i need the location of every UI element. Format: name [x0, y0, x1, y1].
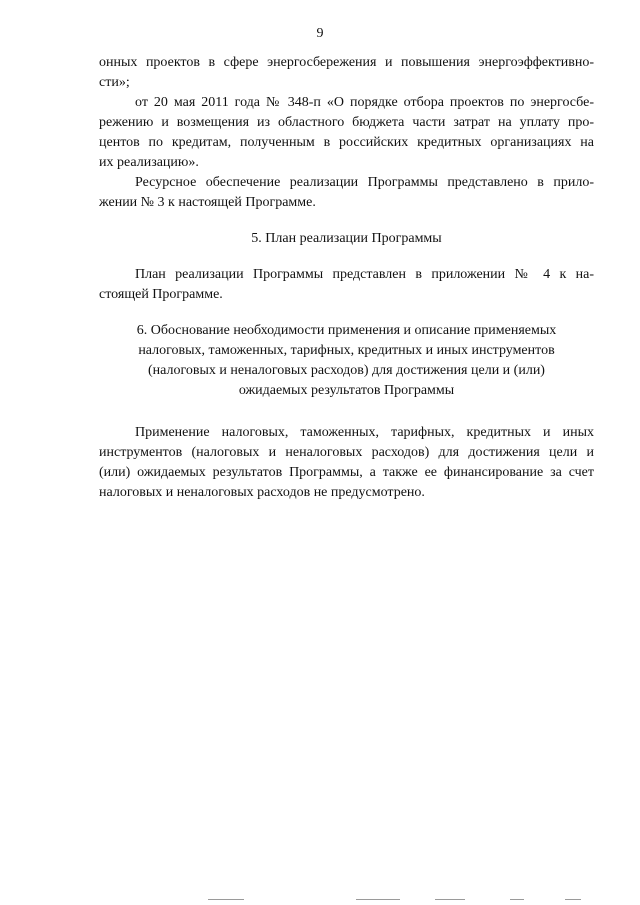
text-line: Применение налоговых, таможенных, тарифных, кредитных и иных [135, 425, 594, 440]
text-line: стоящей Программе. [99, 287, 223, 302]
paragraph-resources [99, 173, 594, 213]
scan-artifact-line [435, 899, 465, 900]
text-line: онных проектов в сфере энергосбережения и повышения энергоэффективно- [99, 55, 594, 70]
scan-artifact-line [565, 899, 581, 900]
text-line: Ресурсное обеспечение реализации Программы представлено в прило- [135, 175, 594, 190]
section-heading-5: 5. План реализации Программы [251, 231, 442, 246]
heading-line: (налоговых и неналоговых расходов) для достижения цели и (или) [148, 363, 545, 378]
text-line: жении № 3 к настоящей Программе. [99, 195, 316, 210]
text-line: налоговых и неналоговых расходов не предусмотрено. [99, 485, 425, 500]
heading-line: 6. Обоснование необходимости применения и описание применяемых [136, 323, 557, 338]
paragraph-decree [99, 93, 594, 173]
heading-line: налоговых, таможенных, тарифных, кредитных и иных инструментов [138, 343, 555, 358]
scan-artifact-line [208, 899, 244, 900]
heading-line: ожидаемых результатов Программы [238, 383, 455, 398]
text-line: сти»; [99, 75, 130, 90]
text-line: инструментов (налоговых и неналоговых расходов) для достижения цели и [99, 445, 594, 460]
paragraph-instruments [99, 423, 594, 503]
paragraph-plan [99, 265, 594, 305]
text-line: (или) ожидаемых результатов Программы, а также ее финансирование за счет [99, 465, 594, 480]
scan-artifact-line [510, 899, 524, 900]
text-line: режению и возмещения из областного бюджета части затрат на уплату про- [99, 115, 594, 130]
document-body [99, 53, 594, 503]
page-number: 9 [316, 26, 324, 41]
paragraph-continuation [99, 53, 594, 93]
text-line: от 20 мая 2011 года № 348-п «О порядке отбора проектов по энергосбе- [135, 95, 594, 110]
text-line: их реализацию». [99, 155, 199, 170]
scan-artifact-line [356, 899, 400, 900]
text-line: центов по кредитам, полученным в российских кредитных организациях на [99, 135, 594, 150]
section-heading-6 [99, 321, 594, 401]
text-line: План реализации Программы представлен в приложении № 4 к на- [135, 267, 594, 282]
